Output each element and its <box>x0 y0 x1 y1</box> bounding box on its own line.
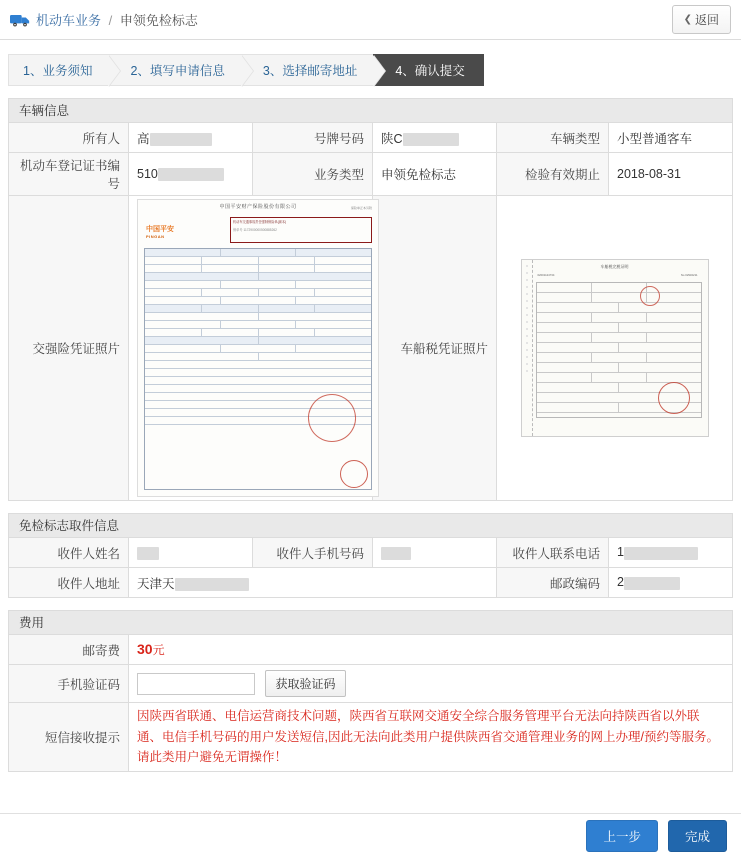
postcode-label: 邮政编码 <box>497 568 609 598</box>
reg-cert-no-label: 机动车登记证书编号 <box>9 153 129 196</box>
postage-value <box>129 635 733 665</box>
tax-doc-row <box>537 323 701 333</box>
fee-section-title: 费用 <box>8 610 733 634</box>
insurance-doc-row <box>145 369 371 377</box>
postage-amount: 30 <box>137 641 153 657</box>
step-3[interactable] <box>241 54 373 86</box>
tax-document-image[interactable] <box>521 259 709 437</box>
recipient-address-redaction <box>175 578 249 591</box>
table-row <box>9 635 733 665</box>
insurance-brand-cn: 中国平安 <box>146 226 174 233</box>
insurance-red-seal-icon <box>340 460 368 488</box>
insurance-doc-row <box>145 329 371 337</box>
recipient-name-label: 收件人姓名 <box>9 538 129 568</box>
tax-doc-row <box>537 363 701 373</box>
page-footer <box>0 813 741 857</box>
recipient-mobile-label: 收件人手机号码 <box>253 538 373 568</box>
insurance-doc-top-note: 中国平安财产保险股份有限公司 <box>219 204 297 210</box>
insurance-doc-row <box>145 337 371 345</box>
get-sms-code-button[interactable]: 获取验证码 <box>265 670 345 697</box>
owner-redaction <box>150 133 212 146</box>
tax-doc-serial-right: No 02932211 <box>680 273 698 277</box>
tax-red-seal-icon <box>640 286 660 306</box>
recipient-name-value <box>129 538 253 568</box>
plate-text: 陕C <box>381 131 403 146</box>
insurance-doc-row <box>145 249 371 257</box>
vehicle-type-value: 小型普通客车 <box>609 123 733 153</box>
reg-cert-no-value <box>129 153 253 196</box>
breadcrumb-separator: / <box>108 13 113 28</box>
insurance-doc-row <box>145 305 371 313</box>
insurance-document-image[interactable] <box>137 199 379 497</box>
step-4[interactable] <box>373 54 483 86</box>
insurance-doc-row <box>145 273 371 281</box>
insurance-doc-row <box>145 345 371 353</box>
pickup-info-table <box>8 537 733 598</box>
sms-code-input[interactable] <box>137 673 255 695</box>
insurance-doc-title: 机动车交通事故责任强制保险单(副本) <box>233 220 287 224</box>
insurance-doc-row <box>145 377 371 385</box>
tax-doc-row <box>537 353 701 363</box>
table-row <box>9 703 733 772</box>
breadcrumb <box>36 10 198 29</box>
recipient-phone-redaction <box>624 547 698 560</box>
owner-label: 所有人 <box>9 123 129 153</box>
tax-doc-row <box>537 333 701 343</box>
sms-notice-text: 因陕西省联通、电信运营商技术问题，陕西省互联网交通安全综合服务管理平台无法向持陕西省以外联通、电信手机号码的用户发送短信,因此无法向此类用户提供陕西省交通管理业务的网上办理/预约等服务。请此类用户避免无谓操作！ <box>129 703 733 772</box>
recipient-address-label: 收件人地址 <box>9 568 129 598</box>
sms-code-label: 手机验证码 <box>9 665 129 703</box>
business-type-value: 申领免检标志 <box>373 153 497 196</box>
vehicle-info-table <box>8 122 733 501</box>
postage-unit: 元 <box>152 643 165 657</box>
insurance-doc-row <box>145 281 371 289</box>
tax-doc-row <box>537 283 701 293</box>
insurance-doc-row <box>145 289 371 297</box>
vehicle-section-title: 车辆信息 <box>8 98 733 122</box>
insurance-photo-label: 交强险凭证照片 <box>9 196 129 501</box>
insurance-policy-no: 1172900000500885262 <box>243 227 277 232</box>
recipient-phone-text: 1 <box>617 545 624 560</box>
chevron-left-icon: ❮ <box>683 14 692 25</box>
tax-photo-label: 车船税凭证照片 <box>373 196 497 501</box>
step-2[interactable] <box>108 54 240 86</box>
plate-value <box>373 123 497 153</box>
postage-label: 邮寄费 <box>9 635 129 665</box>
insurance-doc-row <box>145 361 371 369</box>
reg-cert-redaction <box>158 168 224 181</box>
owner-text: 高 <box>137 131 150 146</box>
table-row <box>9 538 733 568</box>
insurance-doc-table <box>144 248 372 490</box>
insurance-doc-row <box>145 385 371 393</box>
breadcrumb-current: 申领免检标志 <box>119 13 198 28</box>
step-3-label: 3、选择邮寄地址 <box>262 64 358 78</box>
tax-doc-row <box>537 343 701 353</box>
tax-doc-row <box>537 313 701 323</box>
tax-doc-row <box>537 303 701 313</box>
recipient-phone-value <box>609 538 733 568</box>
recipient-mobile-redaction <box>381 547 411 560</box>
insurance-doc-row <box>145 257 371 265</box>
table-row <box>9 665 733 703</box>
truck-icon <box>10 13 30 27</box>
recipient-address-value <box>129 568 497 598</box>
tax-doc-serial-left: 02001124734 <box>537 273 555 277</box>
table-row <box>9 123 733 153</box>
plate-label: 号牌号码 <box>253 123 373 153</box>
inspection-valid-value: 2018-08-31 <box>609 153 733 196</box>
sms-notice-label: 短信接收提示 <box>9 703 129 772</box>
postcode-text: 2 <box>617 575 624 590</box>
recipient-phone-label: 收件人联系电话 <box>497 538 609 568</box>
back-button[interactable] <box>672 5 731 34</box>
insurance-photo-cell[interactable] <box>129 196 373 501</box>
owner-value <box>129 123 253 153</box>
insurance-brand-logo <box>146 224 174 239</box>
table-row <box>9 196 733 501</box>
recipient-name-redaction <box>137 547 159 560</box>
insurance-doc-row <box>145 321 371 329</box>
recipient-mobile-value <box>373 538 497 568</box>
insurance-doc-row <box>145 353 371 361</box>
insurance-corner-note: 保险单正本另附 <box>350 206 372 210</box>
tax-red-stamp <box>658 382 690 414</box>
step-1[interactable] <box>8 54 108 86</box>
recipient-address-text: 天津天 <box>137 576 175 591</box>
postcode-value <box>609 568 733 598</box>
page-header <box>0 0 741 40</box>
step-1-label: 1、业务须知 <box>23 64 93 78</box>
back-button-label: 返回 <box>694 13 719 27</box>
inspection-valid-label: 检验有效期止 <box>497 153 609 196</box>
step-2-label: 2、填写申请信息 <box>130 64 225 78</box>
fee-table <box>8 634 733 772</box>
insurance-doc-row <box>145 297 371 305</box>
tax-doc-perforation <box>522 260 533 436</box>
prev-step-button[interactable]: 上一步 <box>586 820 658 852</box>
insurance-doc-row <box>145 313 371 321</box>
sms-code-field-cell <box>129 665 733 703</box>
tax-doc-title: 车船税完税证明 <box>600 264 629 269</box>
insurance-doc-headbox: 机动车交通事故责任强制保险单(副本) 保单号 1172900000500885262 <box>230 217 372 243</box>
business-type-label: 业务类型 <box>253 153 373 196</box>
tax-photo-cell[interactable] <box>497 196 733 501</box>
step-4-label: 4、确认提交 <box>395 64 465 78</box>
pickup-section-title: 免检标志取件信息 <box>8 513 733 537</box>
tax-doc-row <box>537 293 701 303</box>
vehicle-type-label: 车辆类型 <box>497 123 609 153</box>
postcode-redaction <box>624 577 680 590</box>
reg-cert-no-text: 510 <box>137 166 158 181</box>
insurance-doc-row <box>145 265 371 273</box>
breadcrumb-root[interactable]: 机动车业务 <box>36 13 102 28</box>
table-row <box>9 153 733 196</box>
plate-redaction <box>403 133 459 146</box>
table-row <box>9 568 733 598</box>
finish-button[interactable]: 完成 <box>668 820 727 852</box>
insurance-brand-en: PINGAN <box>146 234 165 239</box>
step-indicator <box>8 54 733 86</box>
